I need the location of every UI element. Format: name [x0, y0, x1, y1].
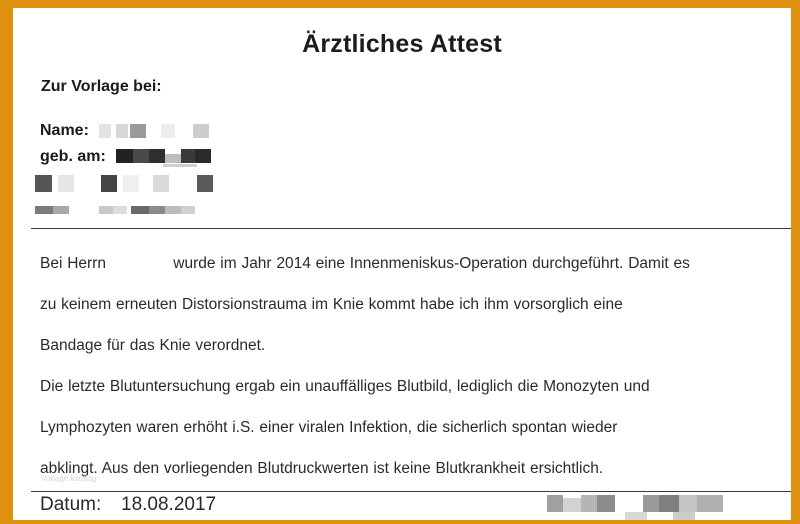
- attest-document: [13, 8, 791, 520]
- dob-label: geb. am:: [40, 148, 106, 165]
- upper-divider: [31, 228, 791, 229]
- body-line: Lymphozyten waren erhöht i.S. einer viralen Infektion, die sicherlich spontan wieder: [40, 418, 618, 436]
- document-title: Ärztliches Attest: [302, 30, 502, 58]
- body-line: Bandage für das Knie verordnet.: [40, 336, 266, 354]
- name-label: Name:: [40, 122, 89, 139]
- watermark: Vorlage katalog: [41, 474, 97, 483]
- date-label: Datum:: [40, 494, 102, 515]
- body-line: Die letzte Blutuntersuchung ergab ein unauffälliges Blutbild, lediglich die Monozyten und: [40, 377, 650, 395]
- presented-to-label: Zur Vorlage bei:: [41, 78, 162, 95]
- body-line: zu keinem erneuten Distorsionstrauma im Knie kommt habe ich ihm vorsorglich eine: [40, 295, 623, 313]
- body-line: abklingt. Aus den vorliegenden Blutdruckwerten ist keine Blutkrankheit ersichtlich.: [40, 459, 604, 477]
- lower-divider: [31, 491, 791, 492]
- body-line: Bei Herrn wurde im Jahr 2014 eine Innenmeniskus-Operation durchgeführt. Damit es: [40, 254, 690, 272]
- attest-body: [40, 233, 780, 500]
- date-value: 18.08.2017: [121, 494, 217, 515]
